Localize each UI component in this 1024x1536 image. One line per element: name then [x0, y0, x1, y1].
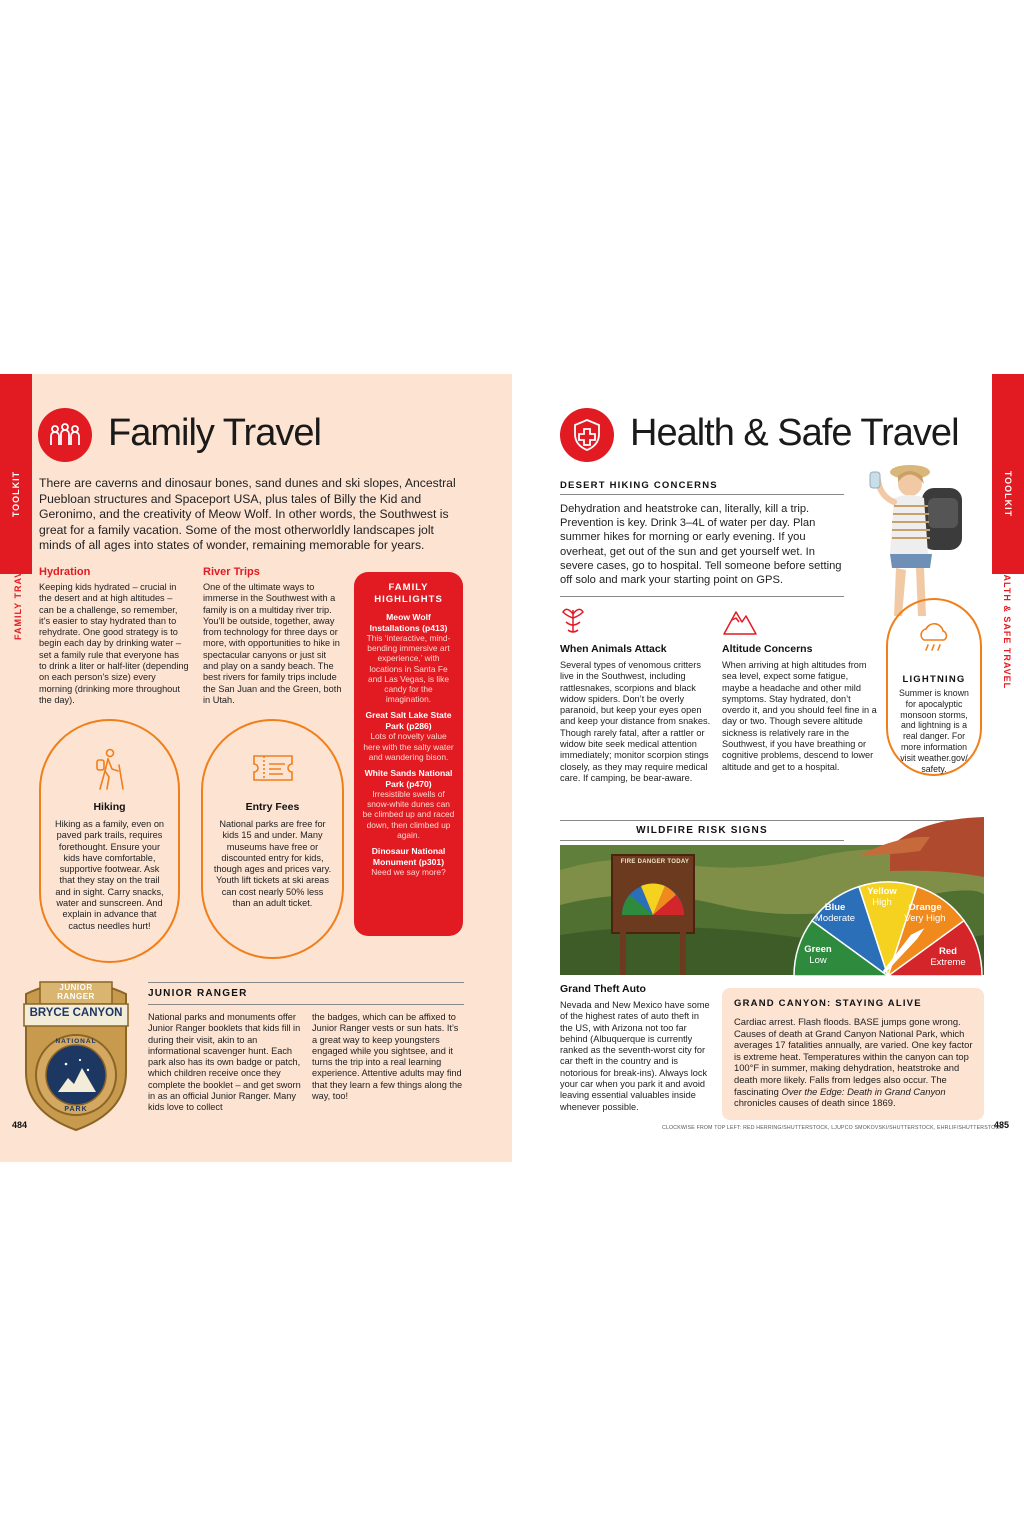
left-section-label: FAMILY TRAVEL	[13, 557, 23, 640]
desert-hiking-heading: DESERT HIKING CONCERNS	[560, 480, 718, 491]
grand-theft-auto-text: Nevada and New Mexico have some of the highest rates of auto theft in the US, with Arizona not too far behind (Albuquerque is currently ranked as the seventh-worst city for car theft in the country and is notorious for break-ins). Always lock your car when you park it and avoid leaving essential valuables inside whenever possible.	[560, 1000, 710, 1112]
right-section-label: HEALTH & SAFE TRAVEL	[1002, 560, 1012, 690]
risk-orange-name: Orange	[908, 902, 942, 913]
risk-blue-name: Blue	[824, 902, 846, 913]
ranger-rule	[148, 982, 464, 983]
highlight-name: Dinosaur National Monument (p301)	[371, 846, 446, 867]
badge-park-name: BRYCE CANYON	[29, 1007, 123, 1019]
grand-canyon-text	[734, 1016, 974, 1109]
hiking-heading: Hiking	[93, 801, 126, 813]
page-title-family-travel: Family Travel	[108, 412, 321, 454]
grand-canyon-text-end: chronicles causes of death since 1869.	[734, 1097, 896, 1109]
left-toolkit-tab	[0, 374, 32, 574]
right-toolkit-tab	[992, 374, 1024, 574]
risk-green-name: Green	[804, 944, 832, 955]
hiker-photo	[850, 458, 980, 618]
desert-rule	[560, 494, 844, 495]
family-intro: There are caverns and dinosaur bones, sand dunes and ski slopes, Ancestral Puebloan structures and Spaceport USA, plus tales of Billy the Kid and Geronimo, and the creativity of Meow Wolf. In other words, the Southwest is great for a family vacation. Some of the most otherworldly landscapes jolt minds of all ages into states of wonder, remaining memorable for years.	[39, 476, 456, 552]
highlight-desc: Lots of novelty value here with the salty water and wandering bison.	[363, 731, 454, 762]
fire-danger-gauge	[792, 880, 984, 976]
highlight-name: Meow Wolf Installations (p413)	[369, 612, 448, 633]
risk-yellow	[862, 886, 902, 908]
lightning-heading: LIGHTNING	[902, 674, 966, 685]
page-title-health: Health & Safe Travel	[630, 412, 959, 454]
badge-ring-top: NATIONAL	[55, 1038, 97, 1045]
risk-red-label: Extreme	[930, 957, 966, 968]
photo-credit: CLOCKWISE FROM TOP LEFT: RED HERRING/SHUTTERSTOCK, LJUPCO SMOKOVSKI/SHUTTERSTOCK, EHRLIF/SHUTTERSTOCK	[662, 1125, 1004, 1131]
shield-cross-icon	[560, 408, 614, 462]
wildfire-heading: WILDFIRE RISK SIGNS	[636, 825, 768, 836]
storm-cloud-icon	[914, 620, 954, 659]
entry-fees-text: National parks are free for kids 15 and under. Many museums have free or discounted entry for kids, though ages and prices vary. Youth lift tickets at ski areas can cost nearly 50% less than an adult ticket.	[213, 819, 332, 909]
grand-canyon-sidebar	[722, 988, 984, 1120]
animals-text: Several types of venomous critters live in the Southwest, including rattlesnakes, scorpions and black widow spiders. Don’t be overly paranoid, but keep your eyes open and keep your distance from snakes. Though rarely fatal, after a rattler or widow bite seek medical attention immediately; monitor scorpion stings closely, as they may require medical care. If camping, be bear-aware.	[560, 660, 711, 783]
family-icon	[38, 408, 92, 462]
risk-red-name: Red	[939, 946, 957, 957]
risk-blue-label: Moderate	[814, 913, 856, 924]
risk-orange-label: Very High	[904, 913, 946, 924]
ticket-icon	[251, 753, 295, 788]
highlight-name: White Sands National Park (p470)	[364, 768, 453, 789]
risk-green-label: Low	[809, 955, 827, 966]
risk-yellow-name: Yellow	[867, 886, 897, 897]
page-number-left: 484	[12, 1120, 28, 1130]
entry-fees-pill	[201, 719, 344, 959]
animal-icon	[560, 604, 586, 641]
badge-ring-bottom: PARK	[64, 1106, 88, 1113]
grand-canyon-book-title: Over the Edge: Death in Grand Canyon	[781, 1085, 946, 1097]
altitude-heading: Altitude Concerns	[722, 643, 813, 655]
ranger-col1: National parks and monuments offer Junior Ranger booklets that kids fill in during their visit, akin to an informational scavenger hunt. Each park also has its own badge or patch, which children receive once they complete the booklet – and get sworn in as an official Junior Ranger. Many kids love to collect	[148, 1012, 301, 1113]
junior-ranger-heading: JUNIOR RANGER	[148, 988, 248, 999]
highlight-desc: Irresistible swells of snow-white dunes can be climbed up and raced down, then climbed up again.	[362, 789, 455, 840]
highlight-name: Great Salt Lake State Park (p286)	[365, 710, 452, 731]
ranger-col2: the badges, which can be affixed to Junior Ranger vests or sun hats. It’s a great way to keep youngsters engaged while you sightsee, and it turns the trip into a real learning experience. Attentive adults may find that they learn a few things along the way, too!	[312, 1012, 463, 1102]
badge-top-text: JUNIOR RANGER	[57, 983, 95, 1001]
right-toolkit-label: TOOLKIT	[1003, 470, 1013, 518]
altitude-text: When arriving at high altitudes from sea level, expect some fatigue, maybe a headache and other mild symptoms. Stay hydrated, don’t overdo it, and you should feel fine in a day or two. Though severe altitude sickness is relatively rare in the Southwest, if you have breathing or cognitive problems, descend to lower altitude and get to a hospital.	[722, 660, 877, 772]
hiking-pill	[39, 719, 180, 963]
animals-heading: When Animals Attack	[560, 643, 667, 655]
hiker-icon	[93, 747, 127, 796]
river-trips-text: One of the ultimate ways to immerse in the Southwest with a family is on a multiday river trip. You’ll be outside, together, away from technology for three days or more, with opportunities to hike in spectacular canyons or just sit and play on a sandy beach. The best rivers for family trips include the San Juan and the Green, both in Utah.	[203, 582, 342, 705]
mountain-icon	[722, 604, 758, 641]
river-trips-heading: River Trips	[203, 566, 260, 578]
risk-green	[796, 944, 840, 966]
risk-blue	[808, 902, 862, 924]
junior-ranger-badge	[18, 972, 134, 1132]
grand-canyon-text-start: Cardiac arrest. Flash floods. BASE jumps gone wrong. Causes of death at Grand Canyon National Park, which averages 17 fatalities annually, are varied. One key factor is extreme heat. Temperatures within the canyon can top 100°F in summer, making dehydration, heatstroke and death more likely. Falls from ledges also occur. The fascinating	[734, 1016, 973, 1097]
ranger-rule	[148, 1004, 464, 1005]
hiking-text: Hiking as a family, even on paved park trails, requires forethought. Ensure your kids have comfortable, supportive footwear. Ask that they stay on the trail and in sight. Carry snacks, water and sunscreen. And explain in advance that cactus needles hurt!	[54, 819, 165, 931]
sign-title: FIRE DANGER TODAY	[620, 859, 690, 865]
desert-rule	[560, 596, 844, 597]
lightning-text: Summer is known for apocalyptic monsoon storms, and lightning is a real danger. For more information visit weather.gov/ safety.	[899, 688, 969, 774]
highlights-heading: FAMILY HIGHLIGHTS	[374, 582, 443, 605]
highlight-desc: Need we say more?	[371, 867, 446, 878]
grand-theft-auto-heading: Grand Theft Auto	[560, 983, 646, 995]
risk-red	[926, 946, 970, 968]
risk-orange	[900, 902, 950, 924]
risk-yellow-label: High	[872, 897, 892, 908]
desert-hiking-text: Dehydration and heatstroke can, literally, kill a trip. Prevention is key. Drink 3–4L of water per day. Plan summer hikes for morning or early evening. If you overheat, get out of the sun and get yourself wet. In severe cases, go to hospital. Tell someone before setting off solo and mark your starting point on GPS.	[560, 503, 842, 587]
family-highlights-box	[354, 572, 463, 936]
highlight-desc: This ‘interactive, mind-bending immersive art experience,’ with locations in Santa Fe and Las Vegas, is like candy for the imagination.	[366, 633, 451, 705]
entry-fees-heading: Entry Fees	[245, 801, 300, 813]
left-toolkit-label: TOOLKIT	[11, 470, 21, 518]
lightning-pill	[886, 598, 982, 776]
page-number-right: 485	[994, 1120, 1010, 1130]
hydration-heading: Hydration	[39, 566, 91, 578]
grand-canyon-heading: GRAND CANYON: STAYING ALIVE	[734, 998, 922, 1009]
hydration-text: Keeping kids hydrated – crucial in the desert and at high altitudes – can be a challenge, so remember, it’s easier to stay hydrated than to rehydrate. One good strategy is to begin each day by drinking water – set a family rule that everyone has to drink a liter or half-liter (depending on each person’s size) every morning (drinking more throughout the day).	[39, 582, 189, 705]
